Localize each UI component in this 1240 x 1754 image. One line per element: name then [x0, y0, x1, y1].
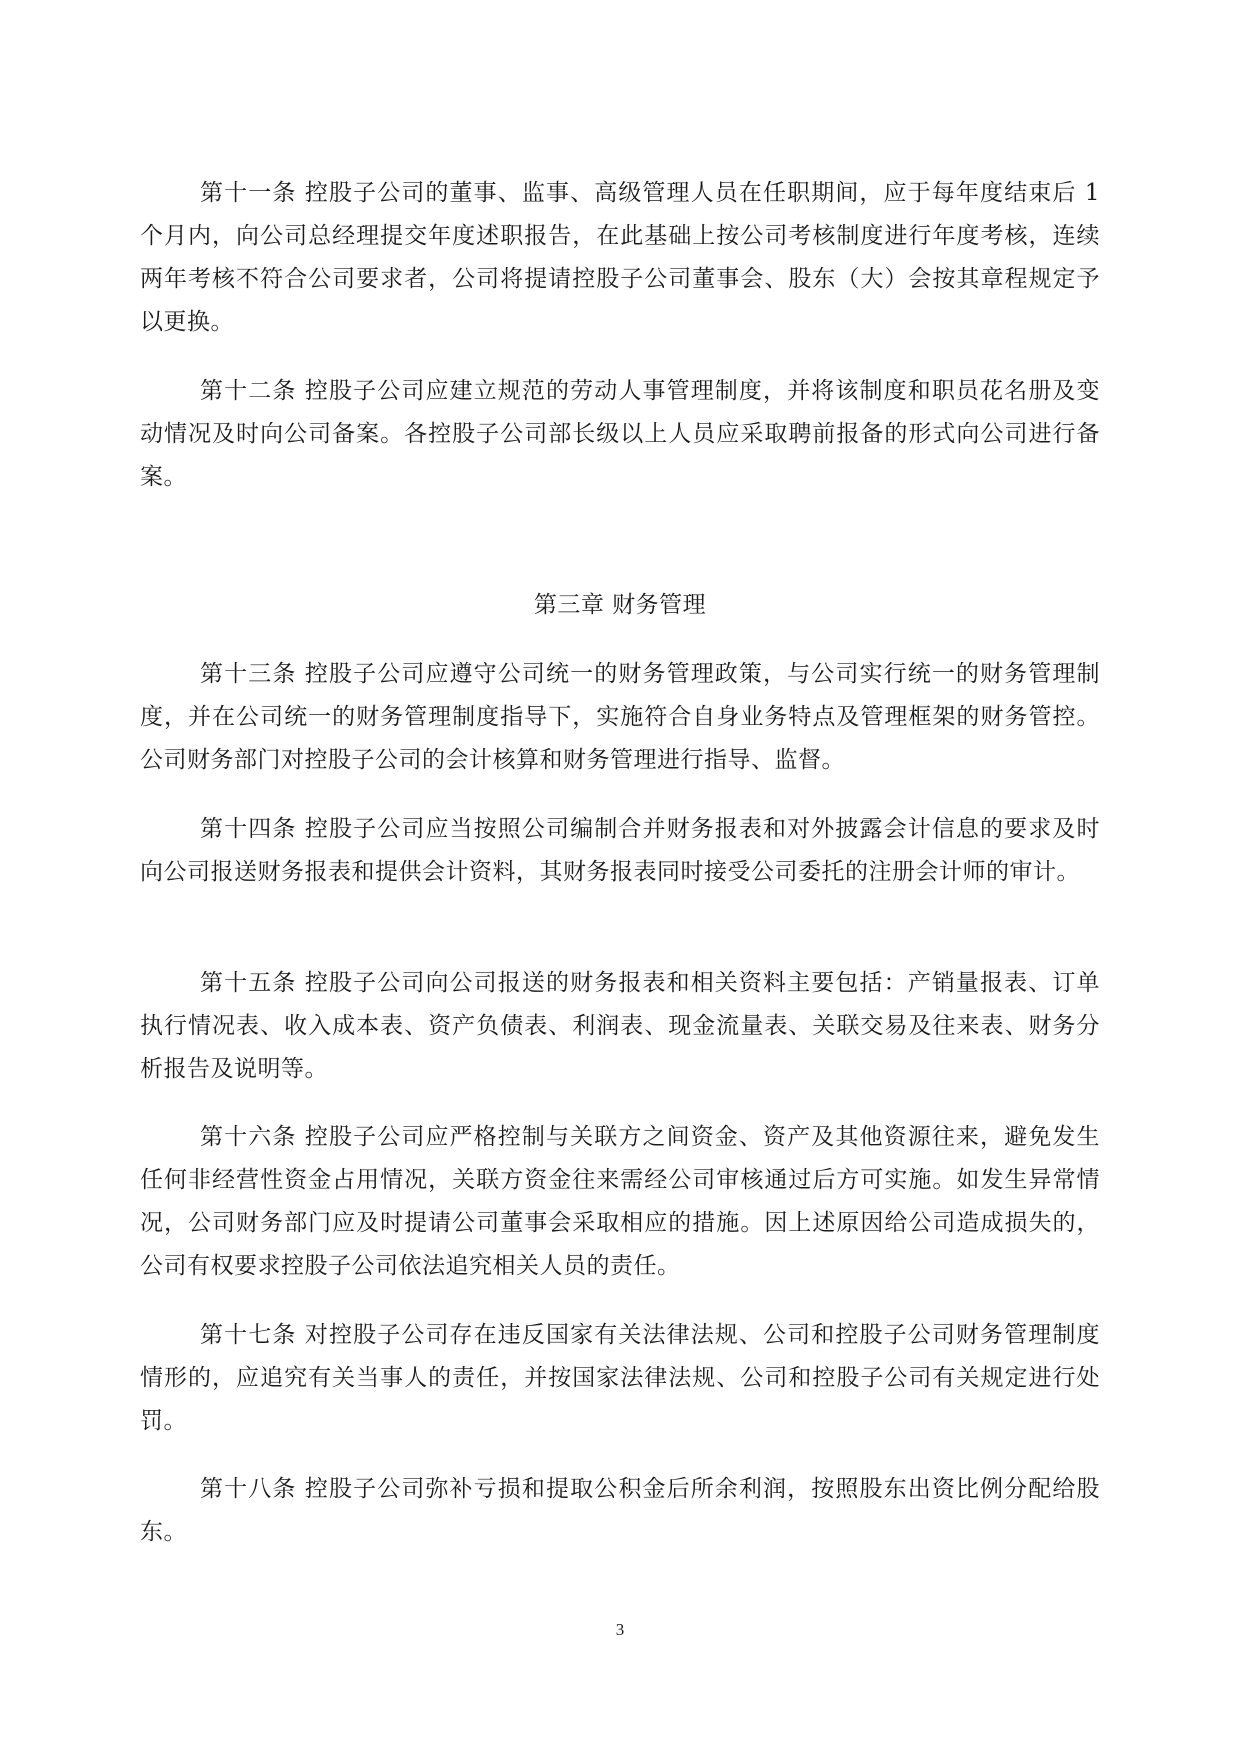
page-number: 3	[615, 1620, 625, 1639]
article-17-paragraph: 第十七条 对控股子公司存在违反国家有关法律法规、公司和控股子公司财务管理制度情形的，应追究有关当事人的责任，并按国家法律法规、公司和控股子公司有关规定进行处罚。	[140, 1322, 1100, 1434]
chapter-heading: 第三章 财务管理	[533, 592, 707, 618]
article-15-paragraph: 第十五条 控股子公司向公司报送的财务报表和相关资料主要包括：产销量报表、订单执行情况表、收入成本表、资产负债表、利润表、现金流量表、关联交易及往来表、财务分析报告及说明等。	[140, 970, 1100, 1082]
article-14-paragraph: 第十四条 控股子公司应当按照公司编制合并财务报表和对外披露会计信息的要求及时向公司报送财务报表和提供会计资料，其财务报表同时接受公司委托的注册会计师的审计。	[140, 816, 1100, 885]
article-11-paragraph: 第十一条 控股子公司的董事、监事、高级管理人员在任职期间，应于每年度结束后 1个月内，向公司总经理提交年度述职报告，在此基础上按公司考核制度进行年度考核，连续两年考核不符合公司要求者，公司将提请控股子公司董事会、股东（大）会按其章程规定予以更换。	[140, 180, 1100, 335]
article-18-paragraph: 第十八条 控股子公司弥补亏损和提取公积金后所余利润，按照股东出资比例分配给股东。	[140, 1476, 1100, 1545]
article-16-paragraph: 第十六条 控股子公司应严格控制与关联方之间资金、资产及其他资源往来，避免发生任何非经营性资金占用情况，关联方资金往来需经公司审核通过后方可实施。如发生异常情况，公司财务部门应及时提请公司董事会采取相应的措施。因上述原因给公司造成损失的，公司有权要求控股子公司依法追究相关人员的责任。	[140, 1124, 1100, 1279]
article-13-paragraph: 第十三条 控股子公司应遵守公司统一的财务管理政策，与公司实行统一的财务管理制度，并在公司统一的财务管理制度指导下，实施符合自身业务特点及管理框架的财务管控。公司财务部门对控股子公司的会计核算和财务管理进行指导、监督。	[140, 661, 1100, 773]
article-12-paragraph: 第十二条 控股子公司应建立规范的劳动人事管理制度，并将该制度和职员花名册及变动情况及时向公司备案。各控股子公司部长级以上人员应采取聘前报备的形式向公司进行备案。	[140, 378, 1100, 490]
